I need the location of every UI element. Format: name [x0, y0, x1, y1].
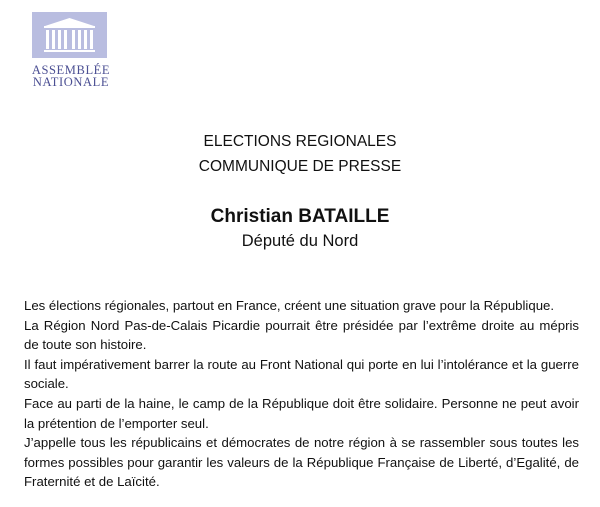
assemblee-nationale-logo: [31, 12, 111, 89]
body-paragraph: J’appelle tous les républicains et démocrates de notre région à se rassembler sous toutes les formes possibles pour garantir les valeurs de la République Française de Liberté, d’Egalité, de Fraternité et de Laïcité.: [24, 435, 579, 490]
document-heading-line-2: COMMUNIQUE DE PRESSE: [198, 158, 402, 175]
body-paragraph: Il faut impérativement barrer la route au Front National qui porte en lui l’intolérance et la guerre sociale.: [24, 356, 579, 392]
author-title: Député du Nord: [241, 232, 359, 250]
press-release-body: [24, 296, 579, 492]
body-paragraph: Face au parti de la haine, le camp de la République doit être solidaire. Personne ne peut avoir la prétention de l’emporter seul.: [24, 395, 579, 431]
body-paragraph: La Région Nord Pas-de-Calais Picardie pourrait être présidée par l’extrême droite au mépris de toute son histoire.: [24, 317, 579, 353]
logo-text-line-1: ASSEMBLÉE: [31, 63, 111, 77]
document-heading-line-1: ELECTIONS REGIONALES: [203, 133, 397, 150]
palais-bourbon-icon: [32, 12, 107, 58]
author-name: Christian BATAILLE: [210, 206, 390, 227]
logo-text-line-2: NATIONALE: [32, 75, 110, 89]
body-paragraph: Les élections régionales, partout en France, créent une situation grave pour la République.: [24, 298, 555, 313]
